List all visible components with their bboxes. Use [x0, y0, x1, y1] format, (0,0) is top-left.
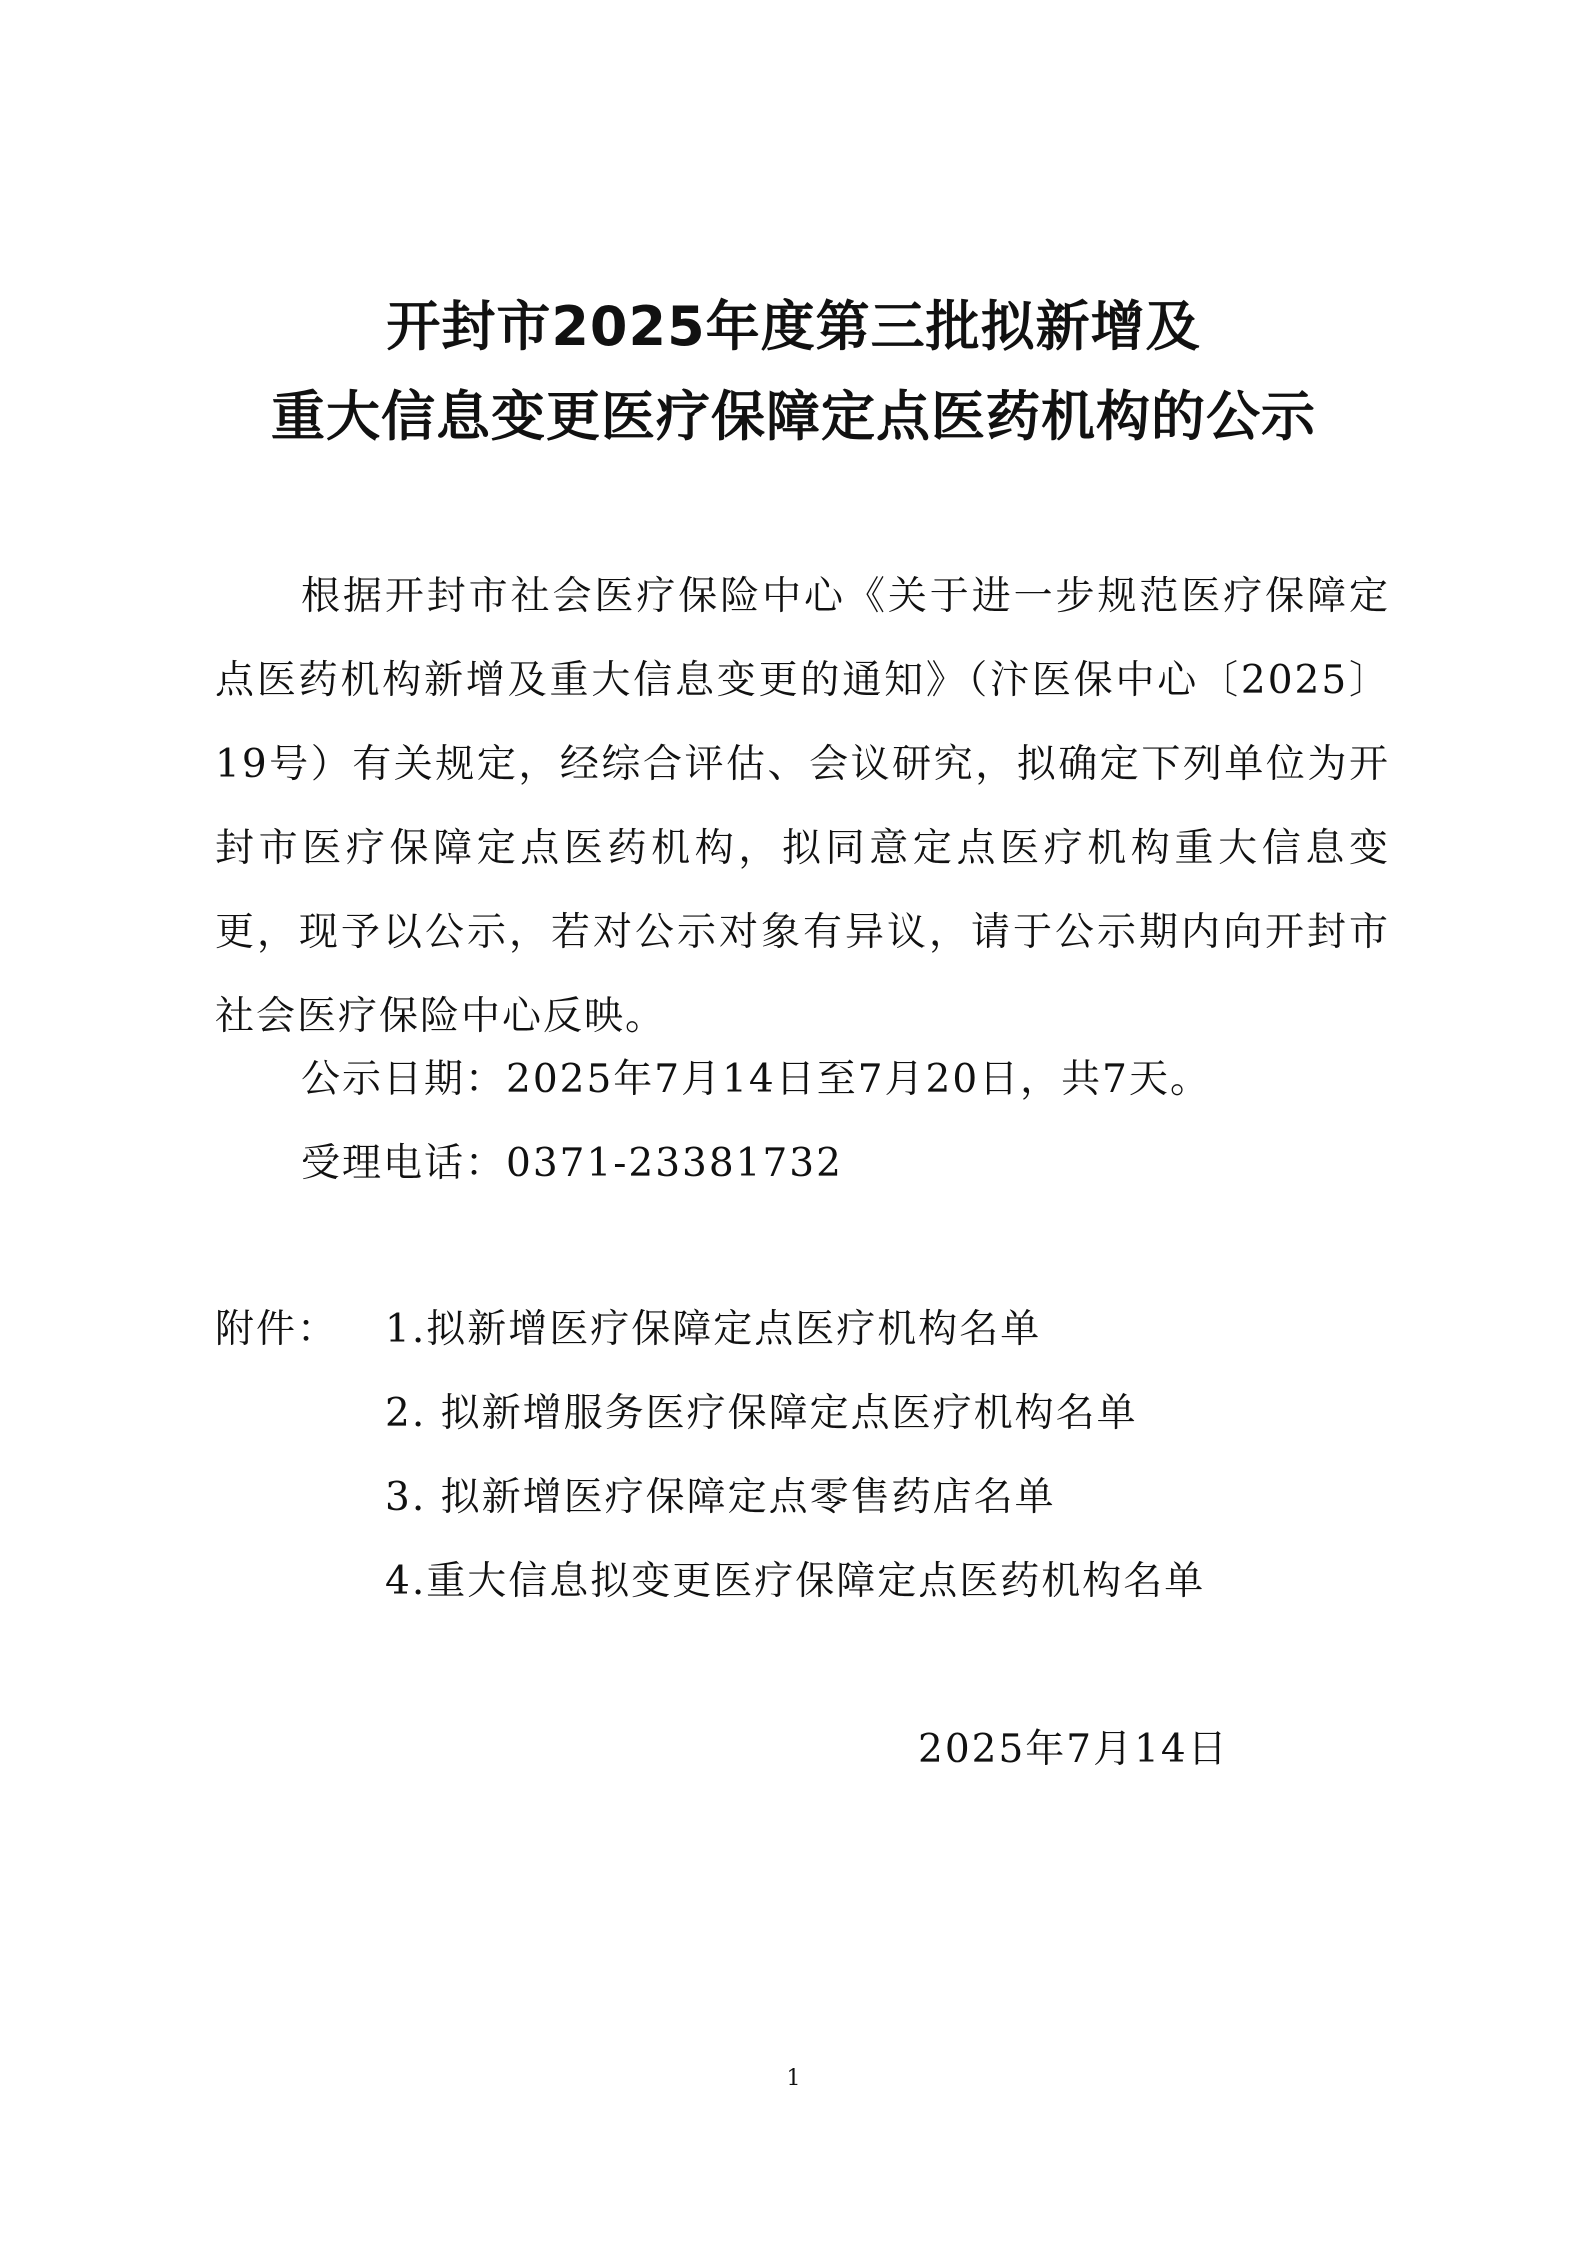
attachment-item-1: 1.拟新增医疗保障定点医疗机构名单: [385, 1307, 1042, 1352]
document-title-line-1: 开封市2025年度第三批拟新增及: [386, 295, 1201, 358]
notice-period: 公示日期：2025年7月14日至7月20日，共7天。: [301, 1057, 1211, 1102]
contact-phone: 受理电话：0371-23381732: [301, 1141, 843, 1186]
attachment-item-4: 4.重大信息拟变更医疗保障定点医药机构名单: [385, 1559, 1206, 1604]
attachment-item-2: 2. 拟新增服务医疗保障定点医疗机构名单: [385, 1391, 1138, 1436]
attachments-label: 附件：: [215, 1307, 339, 1352]
signature-date: 2025年7月14日: [918, 1727, 1229, 1772]
page-number: 1: [786, 2066, 801, 2091]
attachment-item-3: 3. 拟新增医疗保障定点零售药店名单: [385, 1475, 1056, 1520]
document-title-line-2: 重大信息变更医疗保障定点医药机构的公示: [271, 385, 1316, 448]
body-paragraph: 根据开封市社会医疗保险中心《关于进一步规范医疗保障定点医药机构新增及重大信息变更的通知》（汴医保中心〔2025〕19号）有关规定，经综合评估、会议研究，拟确定下列单位为开封市医疗保障定点医药机构，拟同意定点医疗机构重大信息变更，现予以公示，若对公示对象有异议，请于公示期内向开封市社会医疗保险中心反映。: [215, 574, 1390, 1039]
